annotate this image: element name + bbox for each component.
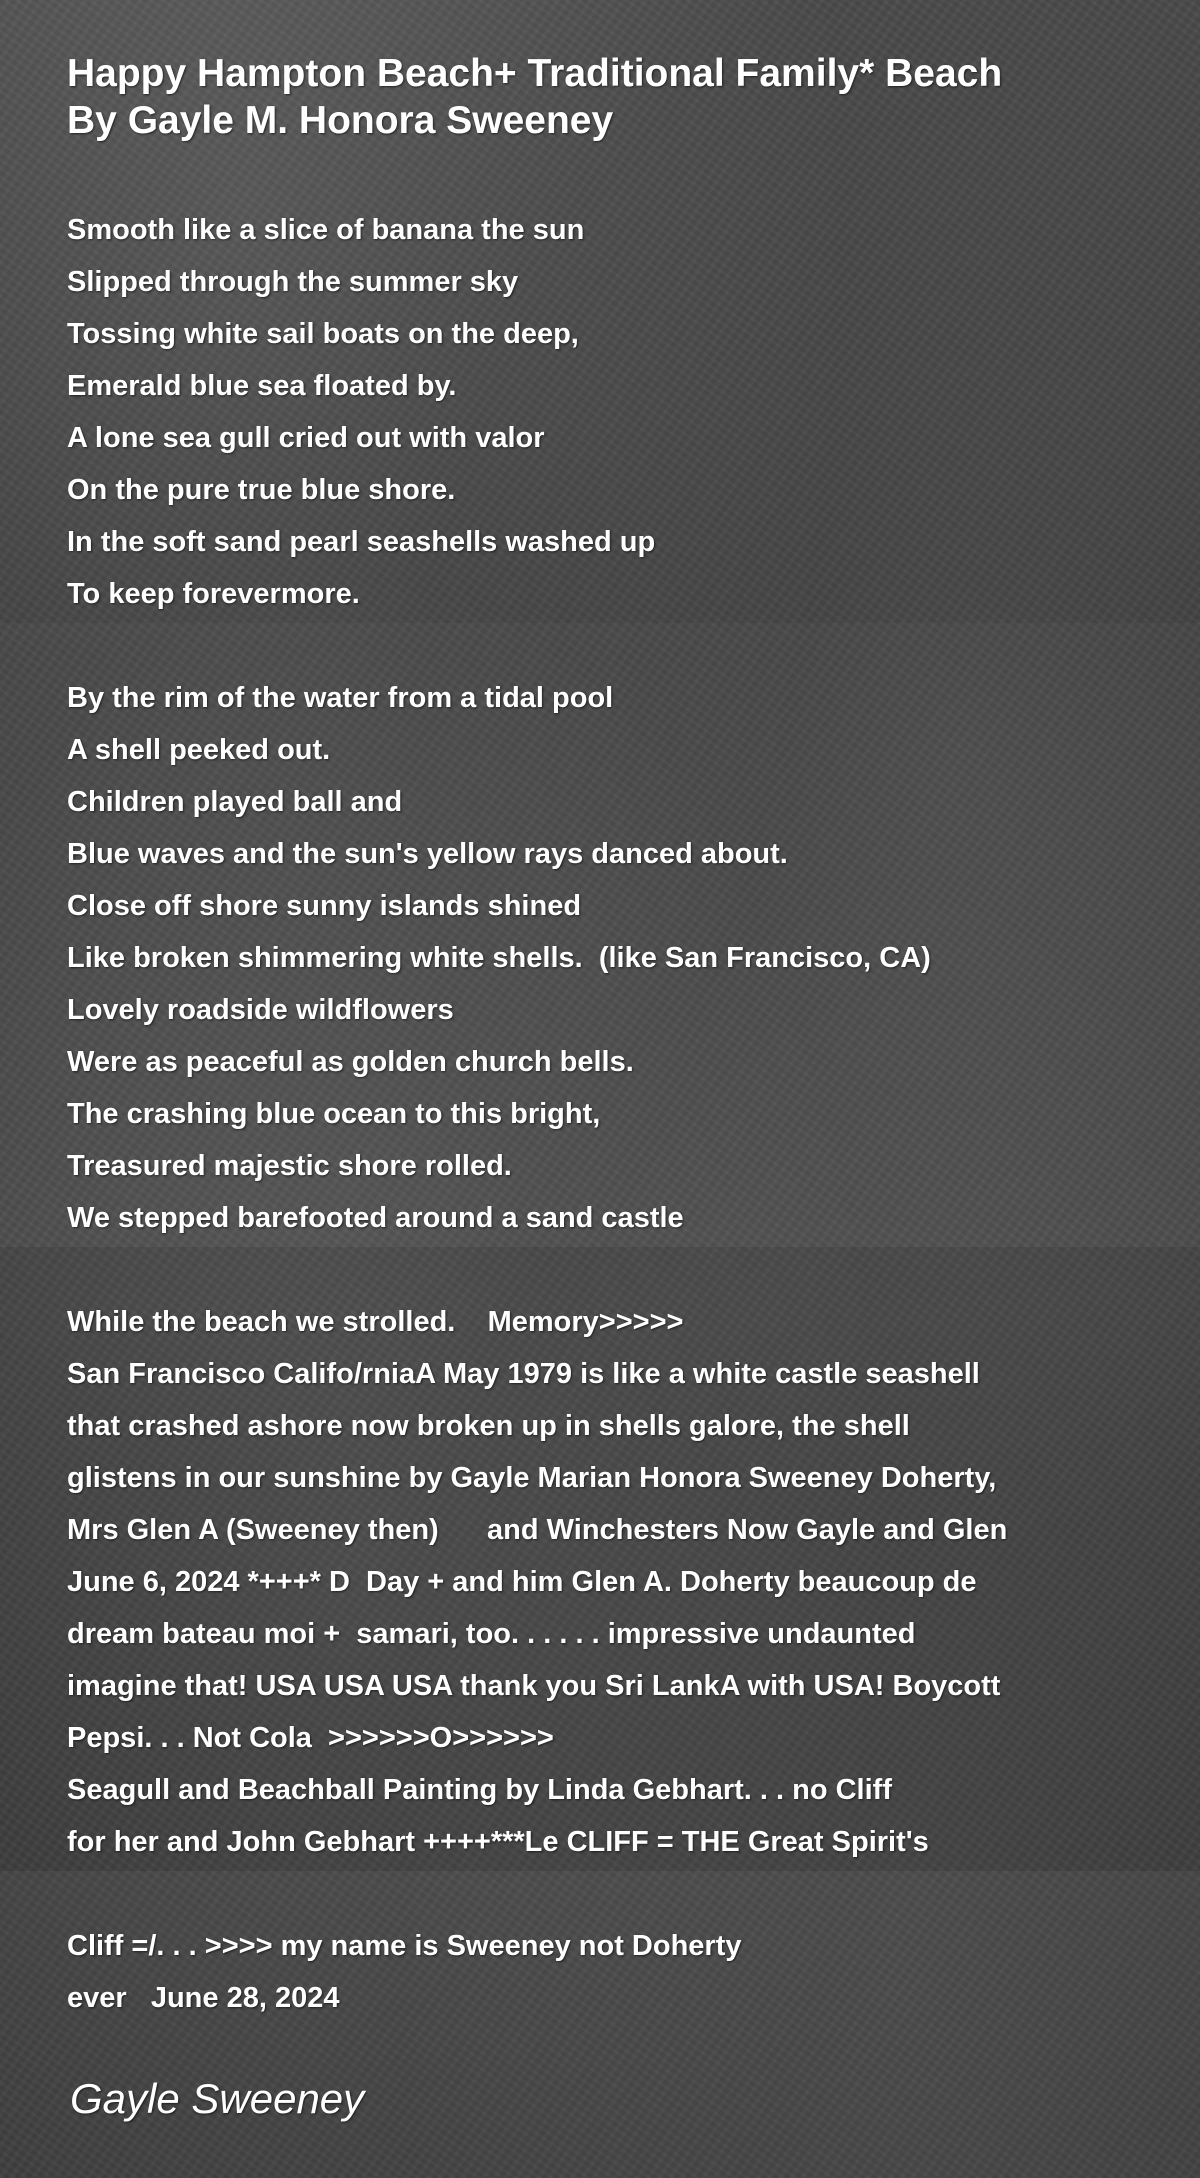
- poem-line: We stepped barefooted around a sand castle: [67, 1202, 684, 1234]
- poem-line: A lone sea gull cried out with valor: [67, 422, 545, 454]
- poem-line: The crashing blue ocean to this bright,: [67, 1098, 601, 1130]
- poem-line: Children played ball and: [67, 786, 403, 818]
- poem-line: ever June 28, 2024: [67, 1982, 340, 2014]
- poem-line: Like broken shimmering white shells. (like San Francisco, CA): [67, 942, 931, 974]
- poem-line: Were as peaceful as golden church bells.: [67, 1046, 634, 1078]
- poem-line: June 6, 2024 *+++* D Day + and him Glen A. Doherty beaucoup de: [67, 1566, 977, 1598]
- poem-title-byline: By Gayle M. Honora Sweeney: [67, 99, 614, 142]
- poem-line: for her and John Gebhart ++++***Le CLIFF = THE Great Spirit's: [67, 1826, 929, 1858]
- poem-line: that crashed ashore now broken up in shells galore, the shell: [67, 1410, 910, 1442]
- poem-line: Cliff =/. . . >>>> my name is Sweeney not Doherty: [67, 1930, 742, 1962]
- poem-line: [67, 620, 1167, 672]
- poem-title-line: Happy Hampton Beach+ Traditional Family* Beach: [67, 52, 1003, 95]
- poem-body: [67, 204, 1167, 2024]
- poem-line: While the beach we strolled. Memory>>>>>: [67, 1306, 684, 1338]
- author-signature: Gayle Sweeney: [70, 2075, 365, 2122]
- poem-line: [67, 1868, 1167, 1920]
- poem-line: Smooth like a slice of banana the sun: [67, 214, 585, 246]
- poem-line: Slipped through the summer sky: [67, 266, 519, 298]
- poem-line: imagine that! USA USA USA thank you Sri LankA with USA! Boycott: [67, 1670, 1001, 1702]
- poem-line: [67, 1244, 1167, 1296]
- poem-line: Blue waves and the sun's yellow rays danced about.: [67, 838, 788, 870]
- poem-line: San Francisco Califo/rniaA May 1979 is like a white castle seashell: [67, 1358, 980, 1390]
- poem-line: glistens in our sunshine by Gayle Marian Honora Sweeney Doherty,: [67, 1462, 997, 1494]
- poem-line: Tossing white sail boats on the deep,: [67, 318, 579, 350]
- poem-line: Emerald blue sea floated by.: [67, 370, 457, 402]
- poem-line: Treasured majestic shore rolled.: [67, 1150, 512, 1182]
- poem-line: On the pure true blue shore.: [67, 474, 456, 506]
- poem-line: A shell peeked out.: [67, 734, 331, 766]
- poem-line: Close off shore sunny islands shined: [67, 890, 582, 922]
- poem-title: [67, 50, 1147, 144]
- poem-line: In the soft sand pearl seashells washed up: [67, 526, 656, 558]
- poem-line: Seagull and Beachball Painting by Linda Gebhart. . . no Cliff: [67, 1774, 892, 1806]
- poem-line: Pepsi. . . Not Cola >>>>>>O>>>>>>: [67, 1722, 554, 1754]
- poem-line: By the rim of the water from a tidal pool: [67, 682, 614, 714]
- poem-line: Lovely roadside wildflowers: [67, 994, 454, 1026]
- poem-line: To keep forevermore.: [67, 578, 360, 610]
- poem-line: Mrs Glen A (Sweeney then) and Winchesters Now Gayle and Glen: [67, 1514, 1008, 1546]
- poem-line: dream bateau moi + samari, too. . . . . . impressive undaunted: [67, 1618, 916, 1650]
